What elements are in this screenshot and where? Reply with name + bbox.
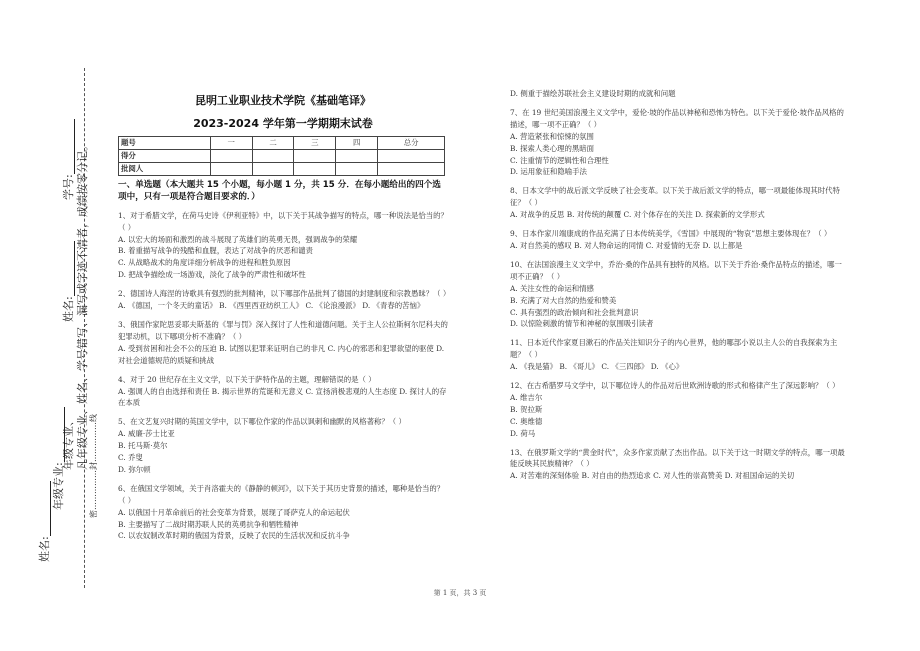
answer-option[interactable]: B. 充满了对大自然的热爱和赞美	[510, 295, 617, 305]
score-header-cell: 三	[294, 137, 336, 150]
grade-major-label: 年级专业:	[50, 407, 66, 510]
answer-option[interactable]: A. 以宏大的场面和激烈的战斗展现了英雄们的英勇无畏，强调战争的荣耀	[118, 234, 358, 244]
question-stem: 3、俄国作家陀思妥耶夫斯基的《罪与罚》深入探讨了人性和道德问题。关于主人公拉斯柯尔尼科夫的犯罪动机，以下哪项分析不准确？（ ）	[118, 319, 448, 341]
answer-option[interactable]: B. 着重描写战争的残酷和血腥，表达了对战争的厌恶和谴责	[118, 246, 313, 256]
student-id-label: 学号:	[60, 119, 76, 200]
section-one-heading: 一、单选题（本大题共 15 个小题，每小题 1 分，共 15 分．在每小题给出的四个选项中，只有一项是符合题目要求的．）	[118, 179, 441, 202]
name-blank-bottom	[40, 481, 51, 536]
answer-option[interactable]: D. 荷马	[510, 428, 536, 438]
score-row-label: 得分	[119, 149, 211, 162]
answer-option[interactable]: C. 从战略战术的角度详细分析战争的进程和胜负原因	[118, 258, 291, 268]
left-column	[118, 93, 451, 542]
answer-option[interactable]: A. 关注女性的命运和情感	[510, 283, 594, 293]
score-header-cell: 四	[336, 137, 378, 150]
answer-option[interactable]: A. 对战争的反思 B. 对传统的颠覆 C. 对个体存在的关注 D. 探索新的文学形式	[510, 210, 765, 220]
question-item	[510, 107, 845, 178]
right-column	[510, 88, 845, 482]
answer-option[interactable]: A. 强调人的自由选择和责任 B. 揭示世界的荒诞和无意义 C. 宣扬消极悲观的人生态度 D. 探讨人的存在本质	[118, 386, 447, 408]
question-stem: 5、在文艺复兴时期的英国文学中，以下哪位作家的作品以讽刺和幽默的风格著称？（ ）	[118, 417, 406, 427]
left-question-list	[118, 210, 451, 543]
answer-option[interactable]: A. 威廉·莎士比亚	[118, 429, 175, 439]
question-item	[118, 483, 448, 543]
question-stem: 11、日本近代作家夏目漱石的作品关注知识分子的内心世界，他的哪部小说以主人公的自我探索为主题？（ ）	[510, 338, 838, 360]
answer-option[interactable]: B. 托马斯·莫尔	[118, 441, 168, 451]
student-id-blank	[64, 119, 75, 174]
question-stem: 7、在 19 世纪美国浪漫主义文学中，爱伦·坡的作品以神秘和恐怖为特色。以下关于爱伦·坡作品风格的描述，哪一项不正确？（ ）	[510, 107, 844, 129]
question-stem: 2、德国诗人海涅的诗歌具有强烈的批判精神，以下哪部作品批判了德国的封建制度和宗教愚昧？（ ）	[118, 289, 451, 299]
reviewer-row-label: 批阅人	[119, 162, 211, 175]
answer-option[interactable]: D. 把战争描绘成一场游戏，淡化了战争的严肃性和破坏性	[118, 270, 306, 280]
question-item	[510, 380, 845, 440]
answer-option[interactable]: B. 主要描写了二战时期苏联人民的英勇抗争和牺牲精神	[118, 519, 299, 529]
answer-option[interactable]: A. 《德国，一个冬天的童话》 B. 《西里西亚纺织工人》 C. 《论浪漫派》 D. 《青春的苦恼》	[118, 301, 425, 311]
answer-option[interactable]: A. 营造紧张和惊悚的氛围	[510, 131, 594, 141]
answer-option[interactable]: A. 对苦难的深刻体验 B. 对自由的热烈追求 C. 对人性的崇高赞美 D. 对祖国命运的关切	[510, 471, 795, 481]
score-table-header	[119, 137, 445, 150]
score-cell[interactable]	[294, 149, 336, 162]
question-item	[510, 259, 845, 330]
answer-option[interactable]: C. 乔叟	[118, 453, 143, 463]
answer-option[interactable]: A. 以俄国十月革命前后的社会变革为背景，展现了哥萨克人的命运起伏	[118, 507, 350, 517]
score-header-cell: 总分	[378, 137, 445, 150]
question-item	[510, 185, 845, 221]
question-item	[118, 288, 451, 312]
score-cell[interactable]	[336, 162, 378, 175]
answer-option[interactable]: A. 对自然美的感叹 B. 对人物命运的同情 C. 对爱情的无奈 D. 以上都是	[510, 240, 743, 250]
question-stem: 8、日本文学中的战后派文学反映了社会变革。以下关于战后派文学的特点，哪一项最能体现其时代特征？（ ）	[510, 186, 840, 208]
score-cell[interactable]	[252, 149, 294, 162]
score-cell[interactable]	[336, 149, 378, 162]
question-stem: 13、在俄罗斯文学的“黄金时代”，众多作家贡献了杰出作品。以下关于这一时期文学的特点，哪一项最能反映其民族精神？（ ）	[510, 447, 845, 469]
answer-option[interactable]: C. 具有强烈的政治倾向和社会批判意识	[510, 307, 639, 317]
question-stem: 6、在俄国文学领域，关于肖洛霍夫的《静静的顿河》，以下关于其历史背景的描述，哪种是恰当的？（ ）	[118, 483, 445, 505]
question-item	[118, 210, 448, 281]
name-blank-top	[64, 241, 75, 296]
score-header-cell: 一	[210, 137, 252, 150]
answer-option[interactable]: C. 注重情节的逻辑性和合理性	[510, 155, 609, 165]
question-item	[510, 447, 845, 483]
answer-option[interactable]: D. 侧重于描绘苏联社会主义建设时期的成就和问题	[510, 89, 676, 98]
question-item	[118, 319, 448, 367]
score-cell[interactable]	[378, 149, 445, 162]
score-cell[interactable]	[210, 149, 252, 162]
reviewer-row	[119, 162, 445, 175]
score-header-cell: 题号	[119, 137, 211, 150]
score-cell[interactable]	[378, 162, 445, 175]
answer-option[interactable]: A. 维吉尔	[510, 392, 543, 402]
exam-term-title: 2023-2024 学年第一学期期末试卷	[193, 117, 373, 130]
question-item	[510, 337, 845, 373]
question-item	[510, 228, 845, 252]
question-stem: 12、在古希腊罗马文学中，以下哪位诗人的作品对后世欧洲诗歌的形式和格律产生了深远影响？（ ）	[510, 381, 840, 391]
answer-option[interactable]: C. 奥维德	[510, 416, 543, 426]
score-cell[interactable]	[252, 162, 294, 175]
binding-margin	[0, 0, 120, 651]
fill-instructions: 凡年级专业、姓名、学号错写、漏写或字迹不清者，成绩按零分记。	[76, 140, 89, 470]
question-stem: 10、在法国浪漫主义文学中，乔治·桑的作品具有独特的风格。以下关于乔治·桑作品特点的描述，哪一项不正确？（ ）	[510, 259, 842, 281]
grade-major-blank	[54, 407, 65, 462]
name-label-top: 姓名:	[60, 241, 76, 322]
score-cell[interactable]	[210, 162, 252, 175]
answer-option[interactable]: C. 以农奴制改革时期的俄国为背景，反映了农民的生活状况和反抗斗争	[118, 531, 350, 541]
right-question-list	[510, 88, 845, 482]
question-stem: 9、日本作家川端康成的作品充满了日本传统美学，《雪国》中展现的“物哀”思想主要体现在？（ ）	[510, 229, 832, 239]
answer-option[interactable]: D. 弥尔顿	[118, 464, 151, 474]
score-table	[118, 136, 445, 176]
answer-option[interactable]: B. 贺拉斯	[510, 404, 543, 414]
question-item	[118, 416, 448, 476]
seal-line-label: 密……………封……………线	[89, 414, 98, 518]
answer-option[interactable]: A. 《我是猫》 B. 《哥儿》 C. 《三四郎》 D. 《心》	[510, 362, 684, 372]
score-cell[interactable]	[294, 162, 336, 175]
answer-option[interactable]: B. 探索人类心理的黑暗面	[510, 143, 595, 153]
score-header-cell: 二	[252, 137, 294, 150]
answer-option[interactable]: D. 运用象征和隐喻手法	[510, 167, 587, 177]
exam-school-title: 昆明工业职业技术学院《基础笔译》	[195, 94, 371, 107]
name-label-bottom: 姓名:	[36, 481, 52, 562]
answer-option[interactable]: D. 以惊险刺激的情节和神秘的氛围吸引读者	[510, 319, 654, 329]
question-item	[510, 88, 845, 100]
question-item	[118, 374, 448, 410]
answer-option[interactable]: A. 受到贫困和社会不公的压迫 B. 试图以犯罪来证明自己的非凡 C. 内心的邪恶和犯罪欲望的驱使 D. 对社会道德规范的质疑和挑战	[118, 343, 445, 365]
page-footer: 第 1 页，共 3 页	[433, 589, 487, 597]
score-row	[119, 149, 445, 162]
question-stem: 1、对于希腊文学，在荷马史诗《伊利亚特》中，以下关于其战争描写的特点，哪一种说法是恰当的？（ ）	[118, 210, 448, 232]
grade-major-note: 年级专业、	[62, 415, 75, 470]
question-stem: 4、对于 20 世纪存在主义文学，以下关于萨特作品的主题，理解错误的是（ ）	[118, 374, 376, 384]
